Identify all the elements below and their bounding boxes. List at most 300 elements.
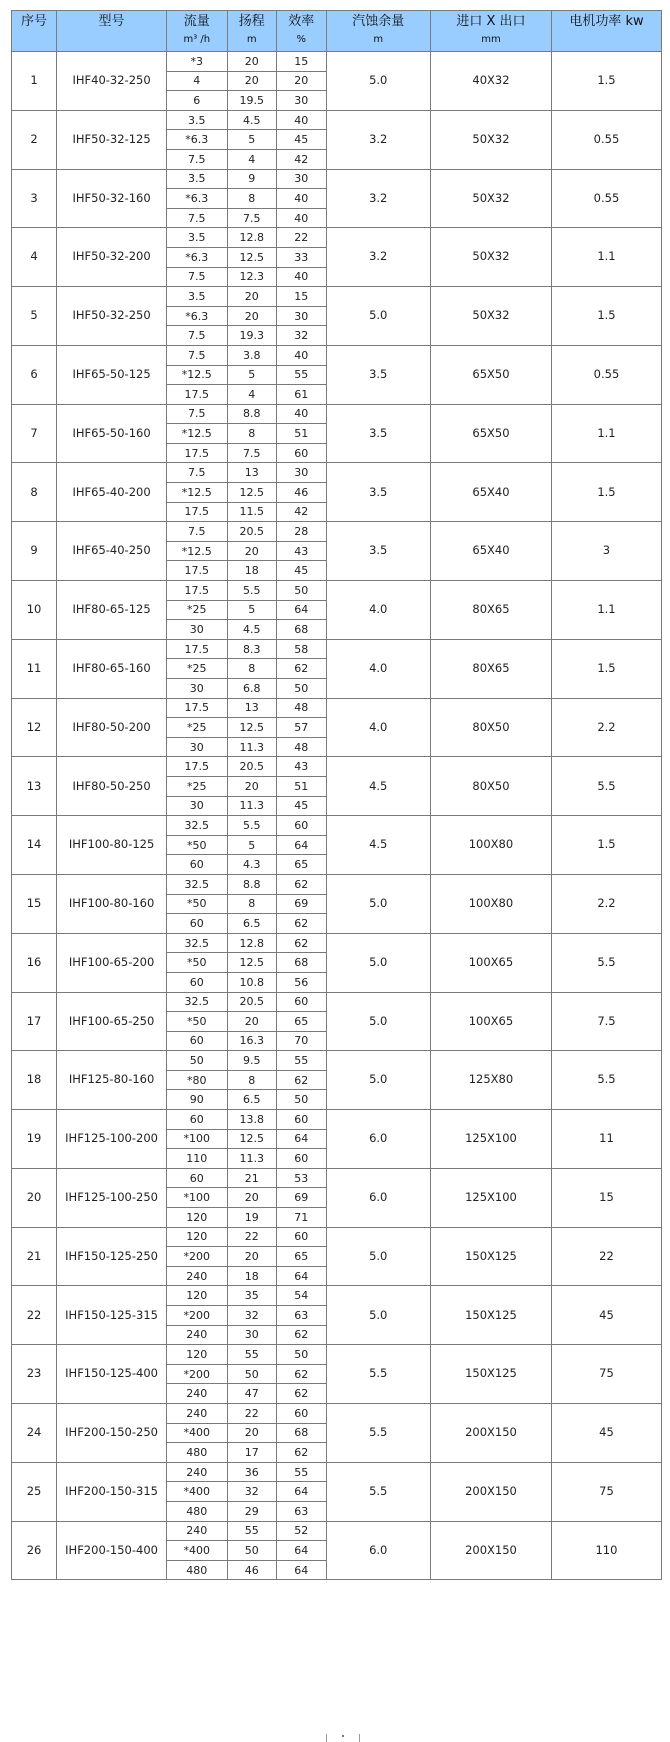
table-row [12,287,662,307]
head-cell: 16.3 [227,1031,276,1051]
model-cell: IHF100-80-125 [57,816,167,875]
port-size-cell: 100X65 [430,933,551,992]
motor-power-cell: 1.5 [551,52,661,111]
port-size-cell: 100X80 [430,816,551,875]
flow-cell: 240 [167,1266,227,1286]
flow-cell: 480 [167,1443,227,1463]
flow-cell: *12.5 [167,483,227,503]
head-cell: 8.8 [227,404,276,424]
flow-cell: *6.3 [167,247,227,267]
motor-power-cell: 1.5 [551,816,661,875]
npsh-cell: 5.0 [326,287,430,346]
efficiency-cell: 30 [277,463,326,483]
head-cell: 46 [227,1560,276,1580]
head-cell: 20 [227,71,276,91]
model-cell: IHF50-32-160 [57,169,167,228]
head-cell: 19 [227,1208,276,1228]
flow-cell: 32.5 [167,816,227,836]
head-cell: 12.8 [227,933,276,953]
flow-cell: 7.5 [167,404,227,424]
flow-cell: 32.5 [167,933,227,953]
flow-cell: 60 [167,855,227,875]
efficiency-cell: 30 [277,91,326,111]
efficiency-cell: 62 [277,1325,326,1345]
motor-power-cell: 1.1 [551,581,661,640]
row-index: 26 [12,1521,57,1580]
head-cell: 20 [227,1188,276,1208]
model-cell: IHF200-150-250 [57,1403,167,1462]
row-index: 8 [12,463,57,522]
head-cell: 12.5 [227,718,276,738]
efficiency-cell: 53 [277,1168,326,1188]
head-cell: 17 [227,1443,276,1463]
motor-power-cell: 45 [551,1403,661,1462]
flow-cell: *25 [167,718,227,738]
head-cell: 5 [227,600,276,620]
efficiency-cell: 56 [277,972,326,992]
head-cell: 8 [227,659,276,679]
flow-cell: *100 [167,1188,227,1208]
table-row [12,345,662,365]
head-cell: 12.5 [227,483,276,503]
row-index: 22 [12,1286,57,1345]
table-row [12,581,662,601]
npsh-cell: 3.5 [326,522,430,581]
head-cell: 36 [227,1462,276,1482]
row-index: 13 [12,757,57,816]
flow-cell: 240 [167,1462,227,1482]
head-cell: 3.8 [227,345,276,365]
efficiency-cell: 64 [277,1482,326,1502]
motor-power-cell: 15 [551,1168,661,1227]
row-index: 16 [12,933,57,992]
table-row [12,1168,662,1188]
flow-cell: *25 [167,600,227,620]
efficiency-cell: 62 [277,933,326,953]
motor-power-cell: 22 [551,1227,661,1286]
efficiency-cell: 62 [277,659,326,679]
motor-power-cell: 1.1 [551,228,661,287]
head-cell: 4 [227,385,276,405]
motor-power-cell: 2.2 [551,874,661,933]
flow-cell: *80 [167,1070,227,1090]
flow-cell: *400 [167,1541,227,1561]
table-row [12,228,662,248]
port-size-cell: 80X65 [430,581,551,640]
head-cell: 20 [227,1423,276,1443]
motor-power-cell: 5.5 [551,933,661,992]
port-size-cell: 80X50 [430,757,551,816]
head-cell: 12.8 [227,228,276,248]
efficiency-cell: 64 [277,835,326,855]
efficiency-cell: 40 [277,345,326,365]
efficiency-cell: 45 [277,130,326,150]
port-size-cell: 100X80 [430,874,551,933]
table-row [12,404,662,424]
flow-cell: *400 [167,1482,227,1502]
row-index: 19 [12,1110,57,1169]
head-cell: 20.5 [227,757,276,777]
head-cell: 4.3 [227,855,276,875]
flow-cell: *12.5 [167,424,227,444]
flow-cell: *12.5 [167,541,227,561]
header-head: 扬程 m [227,11,276,52]
efficiency-cell: 64 [277,1129,326,1149]
flow-cell: *200 [167,1247,227,1267]
efficiency-cell: 60 [277,1110,326,1130]
efficiency-cell: 62 [277,1364,326,1384]
flow-cell: 240 [167,1403,227,1423]
flow-cell: 60 [167,1110,227,1130]
npsh-cell: 3.5 [326,404,430,463]
efficiency-cell: 69 [277,1188,326,1208]
flow-cell: *200 [167,1364,227,1384]
efficiency-cell: 63 [277,1306,326,1326]
npsh-cell: 5.5 [326,1403,430,1462]
flow-cell: 60 [167,914,227,934]
flow-cell: 7.5 [167,267,227,287]
head-cell: 13 [227,463,276,483]
flow-cell: *100 [167,1129,227,1149]
head-cell: 20 [227,541,276,561]
head-cell: 11.5 [227,502,276,522]
table-body [12,52,662,1580]
table-row [12,1403,662,1423]
efficiency-cell: 15 [277,287,326,307]
efficiency-cell: 55 [277,1462,326,1482]
flow-cell: 7.5 [167,149,227,169]
model-cell: IHF80-50-200 [57,698,167,757]
flow-cell: 30 [167,679,227,699]
header-row [12,11,662,52]
motor-power-cell: 1.1 [551,404,661,463]
efficiency-cell: 32 [277,326,326,346]
npsh-cell: 3.5 [326,463,430,522]
efficiency-cell: 60 [277,816,326,836]
npsh-cell: 3.2 [326,169,430,228]
npsh-cell: 5.0 [326,992,430,1051]
flow-cell: 3.5 [167,287,227,307]
head-cell: 13.8 [227,1110,276,1130]
row-index: 15 [12,874,57,933]
efficiency-cell: 61 [277,385,326,405]
head-cell: 4 [227,149,276,169]
efficiency-cell: 69 [277,894,326,914]
row-index: 25 [12,1462,57,1521]
pump-spec-table [11,10,662,1580]
head-cell: 30 [227,1325,276,1345]
head-cell: 5.5 [227,816,276,836]
flow-cell: 7.5 [167,326,227,346]
table-row [12,1345,662,1365]
head-cell: 4.5 [227,110,276,130]
flow-cell: 32.5 [167,992,227,1012]
table-header [12,11,662,52]
table-row [12,1286,662,1306]
port-size-cell: 200X150 [430,1403,551,1462]
port-size-cell: 50X32 [430,169,551,228]
motor-power-cell: 75 [551,1345,661,1404]
table-row [12,698,662,718]
npsh-cell: 5.0 [326,1051,430,1110]
model-cell: IHF80-50-250 [57,757,167,816]
port-size-cell: 65X40 [430,522,551,581]
head-cell: 6.5 [227,914,276,934]
flow-cell: 30 [167,737,227,757]
model-cell: IHF150-125-315 [57,1286,167,1345]
flow-cell: *400 [167,1423,227,1443]
motor-power-cell: 5.5 [551,1051,661,1110]
row-index: 11 [12,639,57,698]
head-cell: 8 [227,894,276,914]
table-row [12,1462,662,1482]
efficiency-cell: 62 [277,1070,326,1090]
head-cell: 50 [227,1364,276,1384]
port-size-cell: 40X32 [430,52,551,111]
head-cell: 8 [227,1070,276,1090]
flow-cell: *12.5 [167,365,227,385]
flow-cell: 32.5 [167,874,227,894]
head-cell: 55 [227,1345,276,1365]
flow-cell: 3.5 [167,169,227,189]
header-npsh-unit: m [373,34,384,45]
head-cell: 19.5 [227,91,276,111]
efficiency-cell: 62 [277,874,326,894]
header-power: 电机功率 kw [551,11,661,52]
flow-cell: 60 [167,972,227,992]
table-row [12,463,662,483]
efficiency-cell: 40 [277,189,326,209]
flow-cell: 60 [167,1168,227,1188]
npsh-cell: 5.5 [326,1345,430,1404]
head-cell: 32 [227,1306,276,1326]
flow-cell: 17.5 [167,561,227,581]
npsh-cell: 5.0 [326,1286,430,1345]
port-size-cell: 200X150 [430,1521,551,1580]
flow-cell: *25 [167,659,227,679]
row-index: 14 [12,816,57,875]
motor-power-cell: 1.5 [551,463,661,522]
flow-cell: 90 [167,1090,227,1110]
header-index: 序号 [12,11,57,52]
efficiency-cell: 64 [277,1560,326,1580]
efficiency-cell: 51 [277,776,326,796]
head-cell: 4.5 [227,620,276,640]
head-cell: 5 [227,835,276,855]
head-cell: 11.3 [227,737,276,757]
efficiency-cell: 68 [277,1423,326,1443]
head-cell: 20 [227,1247,276,1267]
head-cell: 20 [227,306,276,326]
head-cell: 9.5 [227,1051,276,1071]
port-size-cell: 150X125 [430,1345,551,1404]
model-cell: IHF125-80-160 [57,1051,167,1110]
table-row [12,110,662,130]
head-cell: 20.5 [227,522,276,542]
efficiency-cell: 42 [277,149,326,169]
flow-cell: 17.5 [167,757,227,777]
motor-power-cell: 1.5 [551,287,661,346]
head-cell: 21 [227,1168,276,1188]
motor-power-cell: 45 [551,1286,661,1345]
head-cell: 7.5 [227,208,276,228]
motor-power-cell: 110 [551,1521,661,1580]
head-cell: 8.3 [227,639,276,659]
port-size-cell: 200X150 [430,1462,551,1521]
efficiency-cell: 42 [277,502,326,522]
flow-cell: 50 [167,1051,227,1071]
efficiency-cell: 64 [277,1541,326,1561]
efficiency-cell: 58 [277,639,326,659]
flow-cell: 480 [167,1560,227,1580]
head-cell: 7.5 [227,443,276,463]
model-cell: IHF65-40-200 [57,463,167,522]
row-index: 2 [12,110,57,169]
table-row [12,52,662,72]
head-cell: 22 [227,1403,276,1423]
npsh-cell: 3.2 [326,110,430,169]
head-cell: 18 [227,1266,276,1286]
efficiency-cell: 50 [277,1345,326,1365]
model-cell: IHF100-65-250 [57,992,167,1051]
flow-cell: 3.5 [167,228,227,248]
model-cell: IHF65-50-125 [57,345,167,404]
model-cell: IHF50-32-125 [57,110,167,169]
header-efficiency-unit: % [296,34,307,45]
model-cell: IHF65-40-250 [57,522,167,581]
head-cell: 8 [227,424,276,444]
head-cell: 5 [227,130,276,150]
flow-cell: 17.5 [167,502,227,522]
flow-cell: *50 [167,953,227,973]
model-cell: IHF150-125-250 [57,1227,167,1286]
head-cell: 20 [227,776,276,796]
motor-power-cell: 75 [551,1462,661,1521]
flow-cell: 4 [167,71,227,91]
efficiency-cell: 50 [277,1090,326,1110]
table-row [12,992,662,1012]
header-npsh: 汽蚀余量 m [326,11,430,52]
head-cell: 13 [227,698,276,718]
efficiency-cell: 40 [277,404,326,424]
model-cell: IHF80-65-160 [57,639,167,698]
head-cell: 50 [227,1541,276,1561]
port-size-cell: 65X40 [430,463,551,522]
efficiency-cell: 50 [277,679,326,699]
flow-cell: *50 [167,894,227,914]
head-cell: 8.8 [227,874,276,894]
efficiency-cell: 28 [277,522,326,542]
flow-cell: *6.3 [167,130,227,150]
header-head-unit: m [246,34,257,45]
efficiency-cell: 68 [277,953,326,973]
head-cell: 12.5 [227,247,276,267]
efficiency-cell: 60 [277,1149,326,1169]
port-size-cell: 50X32 [430,287,551,346]
efficiency-cell: 48 [277,737,326,757]
row-index: 18 [12,1051,57,1110]
efficiency-cell: 40 [277,208,326,228]
table-row [12,1521,662,1541]
motor-power-cell: 11 [551,1110,661,1169]
model-cell: IHF100-80-160 [57,874,167,933]
flow-cell: 17.5 [167,581,227,601]
model-cell: IHF200-150-315 [57,1462,167,1521]
head-cell: 29 [227,1501,276,1521]
port-size-cell: 50X32 [430,228,551,287]
flow-cell: 120 [167,1345,227,1365]
efficiency-cell: 51 [277,424,326,444]
model-cell: IHF125-100-200 [57,1110,167,1169]
npsh-cell: 3.2 [326,228,430,287]
row-index: 20 [12,1168,57,1227]
row-index: 17 [12,992,57,1051]
head-cell: 20 [227,287,276,307]
row-index: 21 [12,1227,57,1286]
header-flow-unit: m³ /h [183,34,211,45]
row-index: 10 [12,581,57,640]
npsh-cell: 4.0 [326,581,430,640]
flow-cell: 17.5 [167,639,227,659]
efficiency-cell: 55 [277,365,326,385]
row-index: 24 [12,1403,57,1462]
flow-cell: 7.5 [167,463,227,483]
flow-cell: 7.5 [167,522,227,542]
header-model: 型号 [57,11,167,52]
flow-cell: 7.5 [167,345,227,365]
flow-cell: 240 [167,1384,227,1404]
port-size-cell: 100X65 [430,992,551,1051]
npsh-cell: 3.5 [326,345,430,404]
flow-cell: 6 [167,91,227,111]
flow-cell: 30 [167,620,227,640]
efficiency-cell: 55 [277,1051,326,1071]
flow-cell: 7.5 [167,208,227,228]
flow-cell: *6.3 [167,306,227,326]
head-cell: 12.5 [227,953,276,973]
efficiency-cell: 43 [277,541,326,561]
efficiency-cell: 64 [277,600,326,620]
efficiency-cell: 40 [277,110,326,130]
efficiency-cell: 22 [277,228,326,248]
efficiency-cell: 60 [277,992,326,1012]
efficiency-cell: 30 [277,306,326,326]
flow-cell: 17.5 [167,385,227,405]
header-flow: 流量 m³ /h [167,11,227,52]
table-row [12,522,662,542]
flow-cell: *200 [167,1306,227,1326]
flow-cell: 120 [167,1286,227,1306]
efficiency-cell: 60 [277,443,326,463]
head-cell: 18 [227,561,276,581]
flow-cell: 110 [167,1149,227,1169]
motor-power-cell: 0.55 [551,110,661,169]
head-cell: 35 [227,1286,276,1306]
model-cell: IHF150-125-400 [57,1345,167,1404]
row-index: 6 [12,345,57,404]
port-size-cell: 150X125 [430,1286,551,1345]
npsh-cell: 5.0 [326,52,430,111]
npsh-cell: 6.0 [326,1521,430,1580]
row-index: 7 [12,404,57,463]
header-efficiency: 效率 % [277,11,326,52]
npsh-cell: 4.0 [326,698,430,757]
efficiency-cell: 15 [277,52,326,72]
header-port: 进口 X 出口 mm [430,11,551,52]
table-row [12,1110,662,1130]
model-cell: IHF125-100-250 [57,1168,167,1227]
flow-cell: *25 [167,776,227,796]
